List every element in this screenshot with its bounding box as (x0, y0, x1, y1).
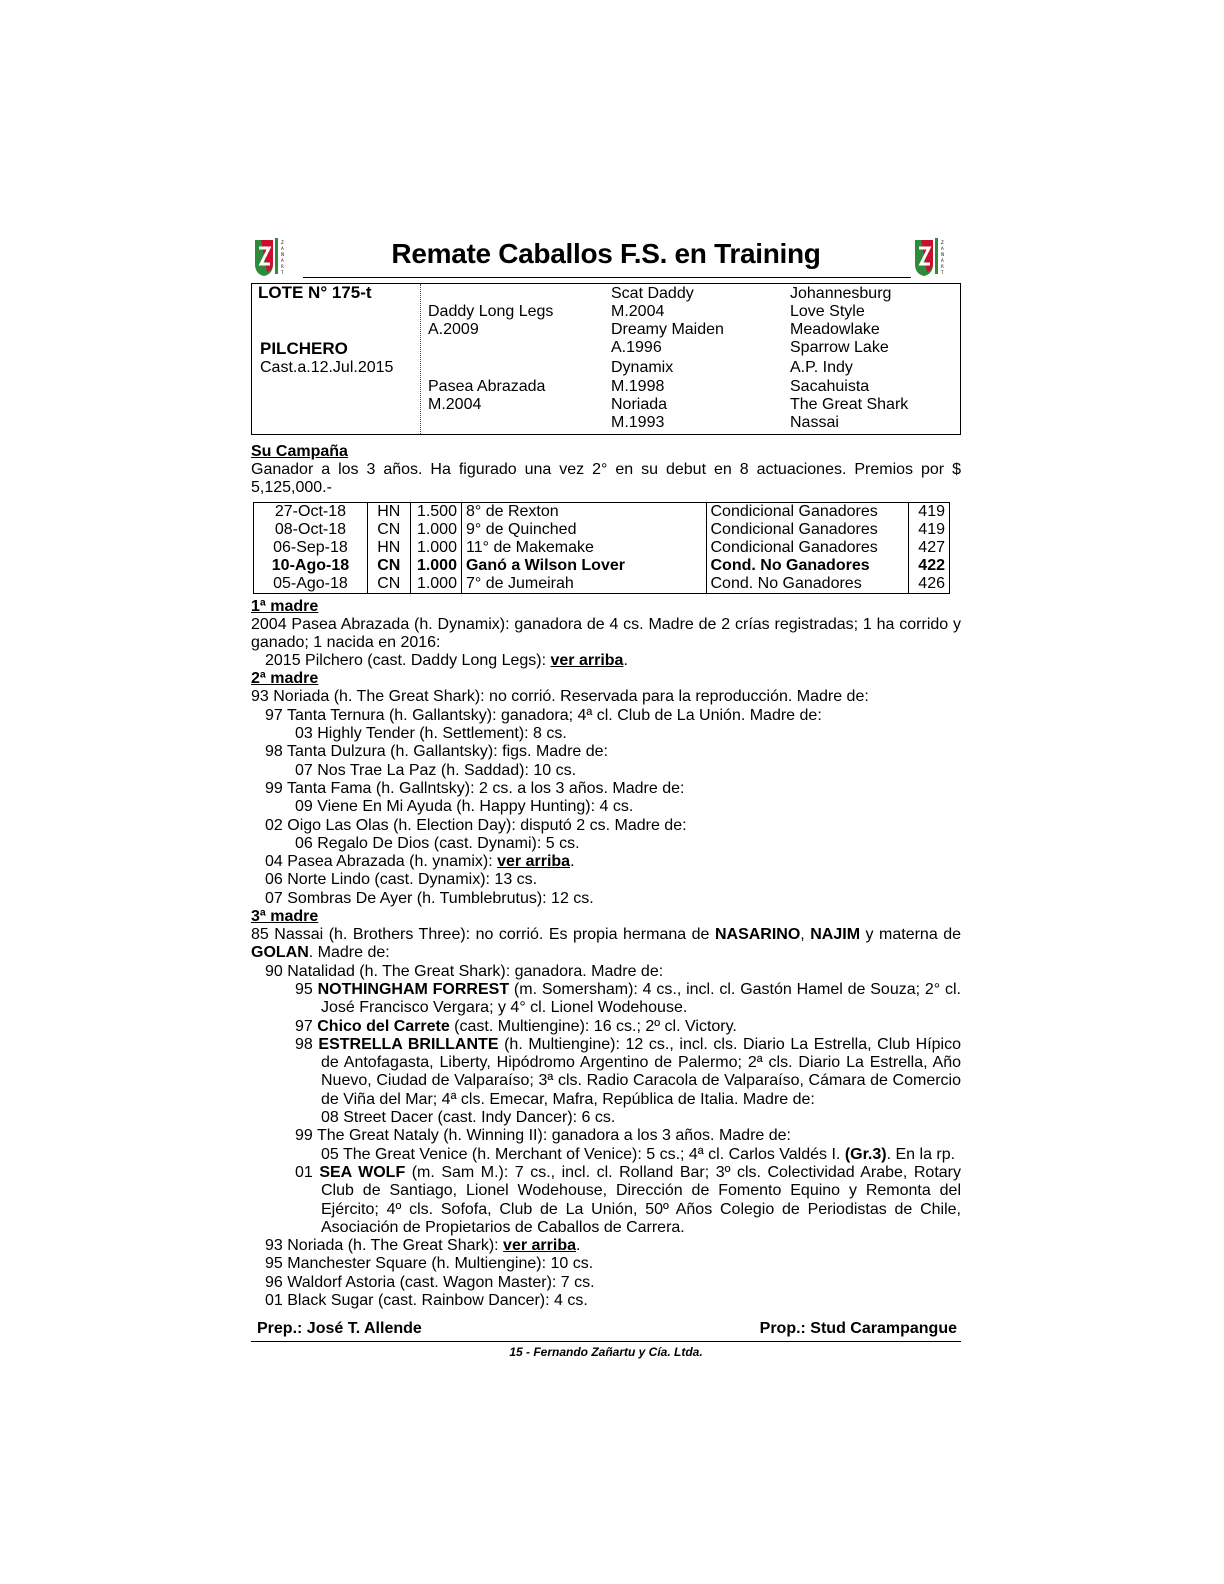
race-track: HN (367, 502, 410, 521)
offspring-text: 2015 Pilchero (cast. Daddy Long Legs): (265, 652, 551, 670)
campaign-summary: Ganador a los 3 años. Ha figurado una vez 2° en su debut en 8 actuaciones. Premios por $ 5,125,000.- (251, 461, 961, 497)
svg-text:R: R (281, 264, 284, 269)
list-item: 03 Highly Tender (h. Settlement): 8 cs. (295, 725, 567, 743)
sire-name: Daddy Long Legs (428, 303, 554, 320)
gen3-5: A.P. Indy (790, 359, 853, 376)
sep: , (800, 926, 811, 944)
document-title: Remate Caballos F.S. en Training (391, 238, 821, 269)
lote-number: LOTE N° 175-t (258, 283, 372, 302)
gen3-2: Love Style (790, 303, 865, 320)
ver-arriba-link[interactable]: ver arriba (503, 1237, 576, 1255)
madre1-offspring (251, 652, 961, 670)
prop-label: Prop.: Stud Carampangue (759, 1320, 957, 1338)
list-item: 07 Sombras De Ayer (h. Tumblebrutus): 12 cs. (265, 889, 594, 907)
gen3-7: The Great Shark (790, 396, 909, 413)
period: . (570, 853, 575, 871)
gen2-4: A.1996 (611, 339, 662, 356)
list-item: 06 Norte Lindo (cast. Dynamix): 13 cs. (265, 871, 538, 889)
race-result: Ganó a Wilson Lover (461, 557, 706, 575)
race-distance: 1.000 (410, 521, 461, 539)
list-item-text: (m. Sam M.): 7 cs., incl. cl. Rolland Bar; 3º cls. Colectividad Arabe, Rotary Club de Santiago, Lionel Wodehouse, Dirección de Fomento Equino y Remonta del Ejército; 4º cls. Sofofa, Club de La Unión, 50º Años Colegio de Periodistas de Chile, Asociación de Propietarios de Caballos de Carrera. (321, 1163, 961, 1236)
list-item: 08 Street Dacer (cast. Indy Dancer): 6 cs. (321, 1109, 616, 1127)
list-item-text: 93 Noriada (h. The Great Shark): (265, 1237, 504, 1255)
horse-bold: NAJIM (810, 926, 861, 944)
gen2-2: M.2004 (611, 303, 665, 320)
year: 95 (295, 980, 318, 998)
document-page (251, 234, 961, 1359)
list-item (251, 853, 961, 871)
intro-text: 85 Nassai (h. Brothers Three): no corrió. Es propia hermana de (251, 926, 715, 944)
horse-name: PILCHERO (260, 339, 348, 358)
madre2-intro: 93 Noriada (h. The Great Shark): no corrió. Reservada para la reproducción. Madre de: (251, 688, 869, 706)
gen2-7: Noriada (611, 396, 668, 413)
race-condition: Condicional Ganadores (706, 539, 909, 557)
horse-bold: GOLAN (251, 944, 309, 962)
horse-bold: NOTHINGHAM FORREST (317, 980, 510, 998)
madre3-section (251, 908, 961, 1310)
table-row (254, 575, 950, 594)
list-item: 07 Nos Trae La Paz (h. Saddad): 10 cs. (295, 761, 577, 779)
ver-arriba-link[interactable]: ver arriba (497, 853, 571, 871)
race-result: 7° de Jumeirah (461, 575, 706, 594)
race-date: 05-Ago-18 (273, 574, 348, 592)
ver-arriba-link[interactable]: ver arriba (550, 652, 624, 670)
list-item-text: . En la rp. (886, 1145, 956, 1163)
race-distance: 1.000 (410, 557, 461, 575)
list-item (251, 1164, 961, 1237)
footer-rule (251, 1341, 961, 1342)
race-condition: Condicional Ganadores (706, 502, 909, 521)
svg-text:Ñ: Ñ (941, 252, 944, 257)
horse-bold: Chico del Carrete (317, 1017, 450, 1035)
race-condition: Condicional Ganadores (706, 521, 909, 539)
intro-text: . Madre de: (308, 944, 390, 962)
gen3-3: Meadowlake (790, 321, 880, 338)
race-distance: 1.000 (410, 575, 461, 594)
horse-bold: SEA WOLF (319, 1163, 406, 1181)
gen3-6: Sacahuista (790, 378, 870, 395)
race-track: CN (367, 575, 410, 594)
table-row (254, 557, 950, 575)
table-row (254, 502, 950, 521)
svg-text:A: A (941, 258, 944, 263)
table-row (254, 521, 950, 539)
svg-text:Ñ: Ñ (281, 252, 284, 257)
period: . (575, 1237, 581, 1255)
race-date: 08-Oct-18 (274, 520, 347, 538)
gen3-1: Johannesburg (790, 285, 892, 302)
horse-bold: NASARINO (714, 926, 801, 944)
list-item-text: 04 Pasea Abrazada (h. ynamix): (265, 853, 498, 871)
race-distance: 1.000 (410, 539, 461, 557)
list-item-text: 05 The Great Venice (h. Merchant of Venice): 5 cs.; 4ª cl. Carlos Valdés I. (321, 1145, 845, 1163)
list-item: 09 Viene En Mi Ayuda (h. Happy Hunting): 4 cs. (295, 798, 634, 816)
race-date: 10-Ago-18 (271, 556, 350, 574)
pedigree-divider (420, 284, 421, 434)
page-footer (251, 1320, 961, 1340)
madre1-heading: 1ª madre (251, 597, 319, 615)
madre2-heading: 2ª madre (251, 670, 319, 688)
list-item (251, 1237, 961, 1255)
horse-birth: Cast.a.12.Jul.2015 (260, 359, 394, 376)
race-result: 11° de Makemake (461, 539, 706, 557)
list-item (251, 1018, 961, 1036)
gen2-5: Dynamix (611, 359, 674, 376)
race-number: 422 (909, 557, 950, 575)
list-item: 90 Natalidad (h. The Great Shark): ganadora. Madre de: (265, 962, 664, 980)
madre3-heading: 3ª madre (251, 908, 319, 926)
list-item: 98 Tanta Dulzura (h. Gallantsky): figs. Madre de: (265, 743, 608, 761)
list-item: 99 The Great Nataly (h. Winning II): ganadora a los 3 años. Madre de: (295, 1127, 791, 1145)
gen2-1: Scat Daddy (611, 285, 694, 302)
list-item: 01 Black Sugar (cast. Rainbow Dancer): 4 cs. (265, 1291, 588, 1309)
year: 97 (295, 1017, 318, 1035)
race-number: 419 (909, 521, 950, 539)
race-date: 06-Sep-18 (273, 538, 348, 556)
campaign-heading: Su Campaña (251, 443, 348, 460)
race-number: 427 (909, 539, 950, 557)
svg-text:A: A (281, 246, 284, 251)
race-result: 8° de Rexton (461, 502, 706, 521)
list-item: 96 Waldorf Astoria (cast. Wagon Master): 7 cs. (265, 1273, 595, 1291)
prep-label: Prep.: José T. Allende (257, 1320, 422, 1338)
race-result: 9° de Quinched (461, 521, 706, 539)
list-item-text: (m. Somersham): 4 cs., incl. cl. Gastón Hamel de Souza; 2° cl. José Francisco Vergara; y 4° cl. Lionel Wodehouse. (321, 980, 962, 1017)
svg-text:A: A (281, 258, 284, 263)
year: 01 (295, 1163, 320, 1181)
race-track: CN (367, 521, 410, 539)
dam-name: Pasea Abrazada (428, 378, 546, 395)
madre1-line: 2004 Pasea Abrazada (h. Dynamix): ganadora de 4 cs. Madre de 2 crías registradas; 1 ha corrido y ganado; 1 nacida en 2016: (251, 615, 961, 651)
race-condition: Cond. No Ganadores (706, 575, 909, 594)
svg-text:R: R (941, 264, 944, 269)
zanartu-logo-right (911, 234, 961, 278)
list-item-text: (cast. Multiengine): 16 cs.; 2º cl. Victory. (449, 1017, 737, 1035)
svg-text:Z: Z (281, 240, 284, 245)
race-track: CN (367, 557, 410, 575)
gen3-8: Nassai (790, 414, 839, 431)
madre1-section (251, 598, 961, 671)
svg-text:Z: Z (941, 240, 944, 245)
madre2-section (251, 670, 961, 908)
gen3-4: Sparrow Lake (790, 339, 889, 356)
gen2-8: M.1993 (611, 414, 665, 431)
list-item: 02 Oigo Las Olas (h. Election Day): disputó 2 cs. Madre de: (265, 816, 687, 834)
sire-info: A.2009 (428, 321, 479, 338)
table-row (254, 539, 950, 557)
race-date: 27-Oct-18 (274, 502, 347, 520)
race-distance: 1.500 (410, 502, 461, 521)
svg-text:T: T (281, 270, 284, 275)
page-header (251, 234, 961, 280)
year: 98 (295, 1035, 319, 1053)
race-number: 419 (909, 502, 950, 521)
gen2-3: Dreamy Maiden (611, 321, 724, 338)
list-item: 99 Tanta Fama (h. Gallntsky): 2 cs. a los 3 años. Madre de: (265, 779, 685, 797)
madre3-intro (251, 926, 961, 963)
list-item: 97 Tanta Ternura (h. Gallantsky): ganadora; 4ª cl. Club de La Unión. Madre de: (265, 706, 822, 724)
gen2-6: M.1998 (611, 378, 665, 395)
horse-bold: ESTRELLA BRILLANTE (318, 1035, 499, 1053)
list-item: 06 Regalo De Dios (cast. Dynami): 5 cs. (295, 834, 580, 852)
grade: (Gr.3) (844, 1145, 887, 1163)
list-item (251, 1146, 961, 1164)
page-number: 15 - Fernando Zañartu y Cía. Ltda. (509, 1345, 703, 1360)
dam-info: M.2004 (428, 396, 482, 413)
svg-text:T: T (941, 270, 944, 275)
races-table (253, 502, 950, 594)
list-item (251, 981, 961, 1018)
campaign-section (251, 443, 961, 594)
list-item-text: (h. Multiengine): 12 cs., incl. cls. Diario La Estrella, Club Hípico de Antofagasta, Liberty, Hipódromo Argentino de Palermo; 2ª cls. Diario La Estrella, Año Nuevo, Ciudad de Valparaíso; 3ª cls. Radio Caracola de Valparaíso, Cámara de Comercio de Viña del Mar; 4ª cls. Emecar, Mafra, República de Italia. Madre de: (321, 1035, 962, 1108)
list-item (251, 1036, 961, 1109)
race-condition: Cond. No Ganadores (706, 557, 909, 575)
header-rule (303, 277, 911, 278)
period: . (623, 652, 628, 670)
list-item: 95 Manchester Square (h. Multiengine): 10 cs. (265, 1255, 594, 1273)
intro-text: y materna de (860, 926, 962, 944)
race-track: HN (367, 539, 410, 557)
pedigree-box (251, 283, 961, 435)
race-number: 426 (909, 575, 950, 594)
svg-text:A: A (941, 246, 944, 251)
